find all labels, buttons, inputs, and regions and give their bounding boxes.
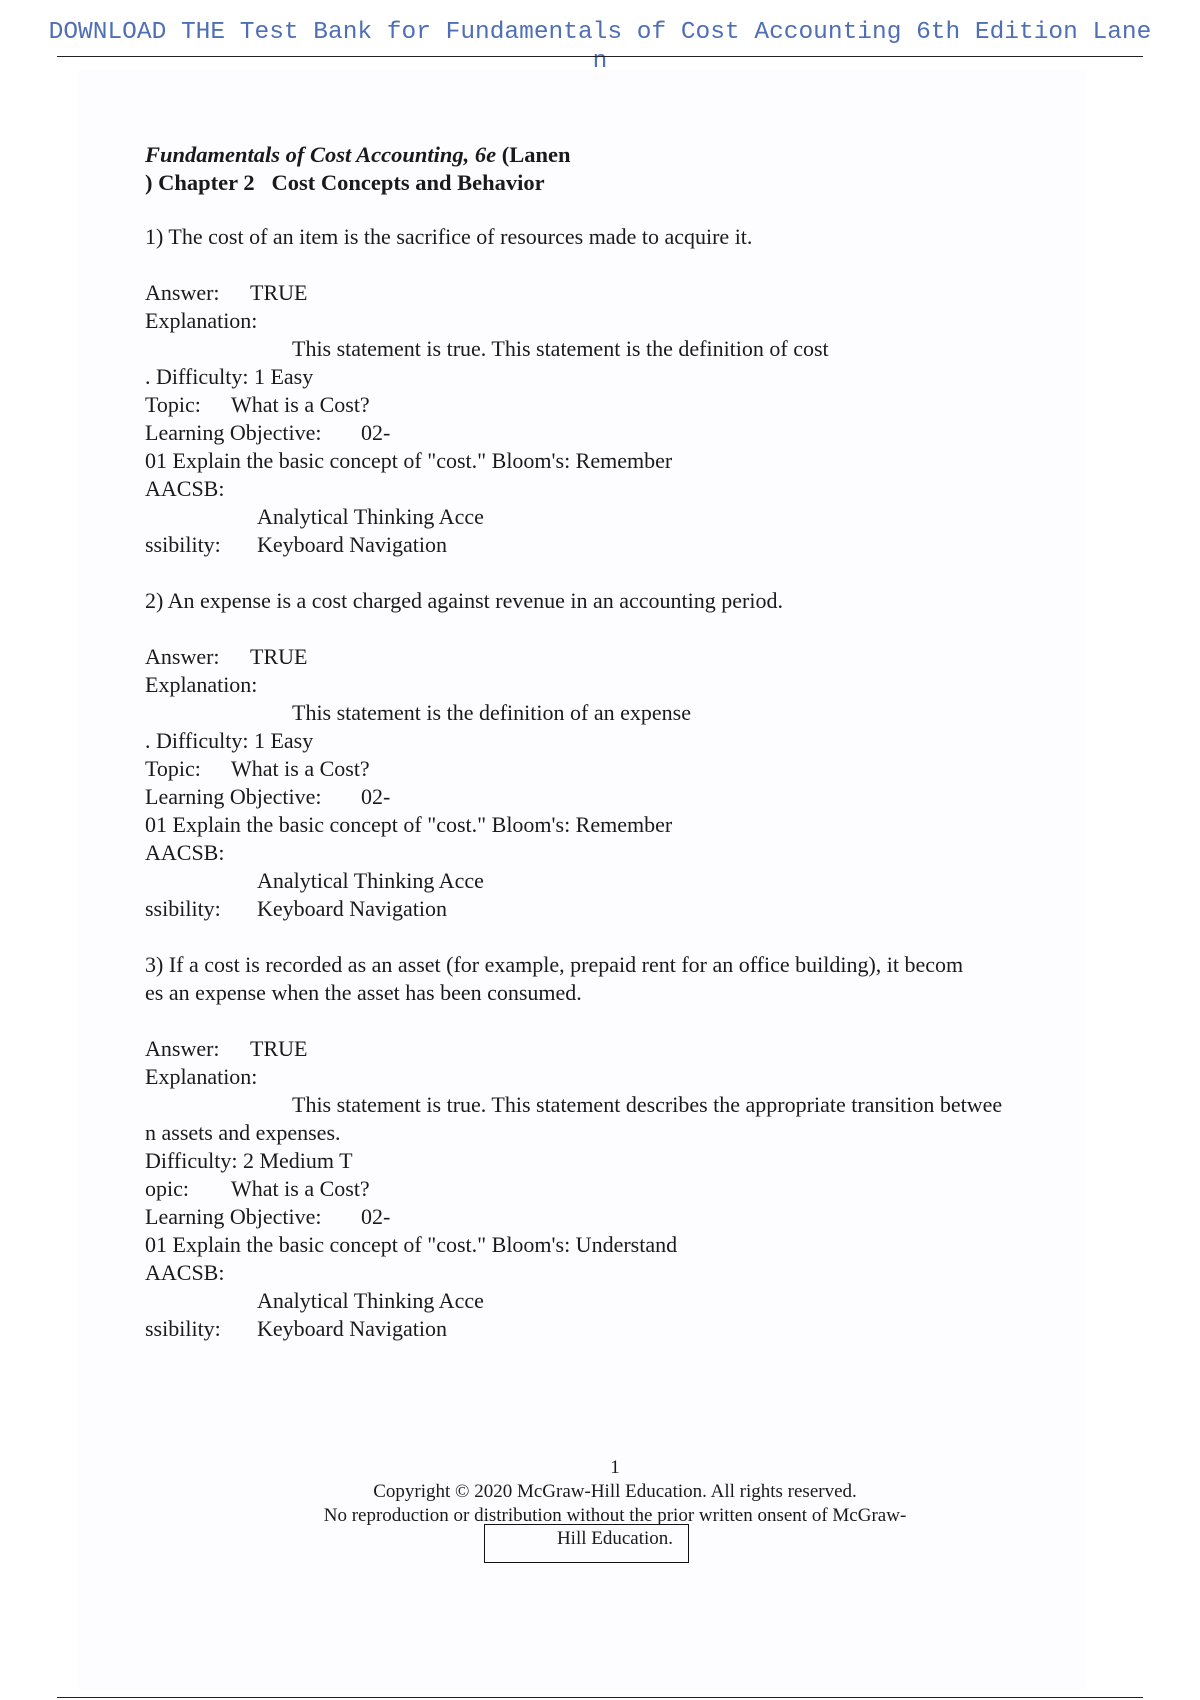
aacsb-label: AACSB:: [145, 840, 225, 865]
explanation-label: Explanation:: [145, 308, 258, 333]
learning-objective-code: 02-: [361, 1204, 391, 1229]
copyright-line: Copyright © 2020 McGraw-Hill Education. All rights reserved.: [373, 1481, 857, 1502]
accessibility-row: [145, 895, 1105, 923]
chapter-heading: [145, 169, 1105, 197]
banner-line-1[interactable]: DOWNLOAD THE Test Bank for Fundamentals of Cost Accounting 6th Edition Lane: [48, 19, 1152, 46]
difficulty-line: . Difficulty: 1 Easy: [145, 728, 314, 753]
learning-objective-code: 02-: [361, 420, 391, 445]
document-title: [145, 141, 1105, 169]
accessibility-row: [145, 531, 1105, 559]
explanation-text: This statement is the definition of an expense: [292, 700, 691, 725]
learning-objective-code: 02-: [361, 784, 391, 809]
author-part-1: (Lanen: [501, 142, 571, 167]
topic-label: Topic:: [145, 756, 201, 781]
topic-value: What is a Cost?: [231, 1176, 370, 1201]
learning-objective-label: Learning Objective:: [145, 420, 322, 445]
learning-objective-row: [145, 1203, 1105, 1231]
difficulty-line: Difficulty: 2 Medium T: [145, 1148, 353, 1173]
document-body: [145, 141, 1105, 1343]
banner-line-2[interactable]: n: [592, 48, 608, 75]
question-block-3: [145, 951, 1105, 1343]
topic-row: [145, 755, 1105, 783]
topic-row: [145, 391, 1105, 419]
answer-label: Answer:: [145, 1036, 220, 1061]
question-text: 1) The cost of an item is the sacrifice of resources made to acquire it.: [145, 224, 753, 249]
chapter-title: Cost Concepts and Behavior: [271, 170, 545, 195]
topic-label: Topic:: [145, 392, 201, 417]
reproduction-notice: No reproduction or distribution without the prior written onsent of McGraw-: [323, 1505, 907, 1526]
learning-objective-text: 01 Explain the basic concept of "cost." Bloom's: Remember: [145, 448, 673, 473]
answer-label: Answer:: [145, 280, 220, 305]
answer-value: TRUE: [250, 644, 308, 669]
accessibility-value: Keyboard Navigation: [257, 532, 447, 557]
accessibility-value: Keyboard Navigation: [257, 896, 447, 921]
accessibility-label: ssibility:: [145, 532, 221, 557]
bottom-rule: [57, 1697, 1143, 1698]
accessibility-label: ssibility:: [145, 1316, 221, 1341]
page-number: 1: [610, 1457, 620, 1478]
footer-box: [484, 1524, 689, 1563]
question-block-1: [145, 223, 1105, 559]
question-text: 2) An expense is a cost charged against revenue in an accounting period.: [145, 588, 783, 613]
answer-row: [145, 279, 1105, 307]
learning-objective-label: Learning Objective:: [145, 784, 322, 809]
aacsb-value: Analytical Thinking Acce: [257, 868, 484, 893]
answer-row: [145, 1035, 1105, 1063]
reproduction-notice-2: Hill Education.: [556, 1528, 674, 1549]
learning-objective-row: [145, 419, 1105, 447]
download-banner[interactable]: [0, 18, 1200, 76]
topic-label: opic:: [145, 1176, 189, 1201]
aacsb-value: Analytical Thinking Acce: [257, 1288, 484, 1313]
topic-value: What is a Cost?: [231, 392, 370, 417]
accessibility-label: ssibility:: [145, 896, 221, 921]
explanation-text-line-1: This statement is true. This statement describes the appropriate transition betwee: [292, 1092, 1003, 1117]
explanation-label: Explanation:: [145, 672, 258, 697]
answer-value: TRUE: [250, 1036, 308, 1061]
explanation-text-line-2: n assets and expenses.: [145, 1120, 341, 1145]
author-part-2: ): [145, 170, 153, 195]
explanation-label: Explanation:: [145, 1064, 258, 1089]
answer-value: TRUE: [250, 280, 308, 305]
book-title: Fundamentals of Cost Accounting, 6e: [145, 142, 497, 167]
aacsb-value: Analytical Thinking Acce: [257, 504, 484, 529]
question-text-line-1: 3) If a cost is recorded as an asset (for example, prepaid rent for an office building), it becom: [145, 952, 964, 977]
question-text-line-2: es an expense when the asset has been consumed.: [145, 980, 582, 1005]
aacsb-label: AACSB:: [145, 476, 225, 501]
chapter-number: Chapter 2: [158, 170, 255, 195]
accessibility-row: [145, 1315, 1105, 1343]
difficulty-line: . Difficulty: 1 Easy: [145, 364, 314, 389]
explanation-text: This statement is true. This statement is the definition of cost: [292, 336, 829, 361]
accessibility-value: Keyboard Navigation: [257, 1316, 447, 1341]
answer-label: Answer:: [145, 644, 220, 669]
learning-objective-label: Learning Objective:: [145, 1204, 322, 1229]
learning-objective-row: [145, 783, 1105, 811]
learning-objective-text: 01 Explain the basic concept of "cost." Bloom's: Understand: [145, 1232, 678, 1257]
banner-underline: [57, 56, 1143, 57]
topic-value: What is a Cost?: [231, 756, 370, 781]
answer-row: [145, 643, 1105, 671]
aacsb-label: AACSB:: [145, 1260, 225, 1285]
topic-row: [145, 1175, 1105, 1203]
learning-objective-text: 01 Explain the basic concept of "cost." Bloom's: Remember: [145, 812, 673, 837]
question-block-2: [145, 587, 1105, 923]
